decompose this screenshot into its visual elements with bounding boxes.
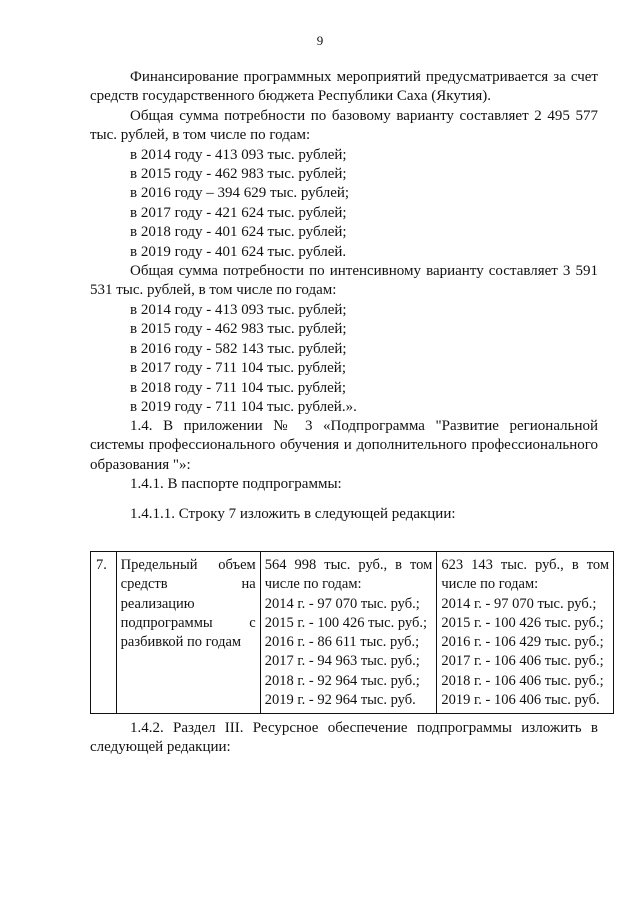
base-header-line: 564 998 тыс. руб., в том	[264, 557, 433, 573]
row-name-line: разбивкой по годам	[120, 634, 242, 651]
base-year-item: в 2018 году - 401 624 тыс. рублей;	[130, 224, 347, 241]
base-years-list	[90, 146, 598, 262]
funding-section	[90, 68, 598, 417]
intensive-year-value: 2019 г. - 106 406 тыс. руб.	[441, 692, 600, 709]
base-year-item: в 2014 году - 413 093 тыс. рублей;	[130, 146, 347, 163]
intensive-year-item: в 2014 году - 413 093 тыс. рублей;	[130, 301, 347, 318]
intensive-years-list	[90, 301, 598, 417]
base-year-value: 2018 г. - 92 964 тыс. руб.;	[264, 672, 420, 689]
base-header-line: числе по годам:	[264, 576, 362, 593]
table-row	[91, 552, 614, 714]
intensive-year-item: в 2015 году - 462 983 тыс. рублей;	[130, 321, 347, 338]
funding-intro-paragraph: Финансирование программных мероприятий предусматривается за счет средств государственного бюджета Республики Саха (Якутия).	[90, 69, 598, 105]
passport-row-table	[90, 551, 614, 714]
intensive-year-value: 2014 г. - 97 070 тыс. руб.;	[441, 595, 597, 612]
row-name-line: подпрограммы с	[120, 614, 256, 631]
amendment-1-4-2: 1.4.2. Раздел III. Ресурсное обеспечение подпрограммы изложить в следующей редакции:	[90, 720, 598, 756]
intensive-header-line: 623 143 тыс. руб., в том	[441, 557, 609, 573]
base-year-value: 2016 г. - 86 611 тыс. руб.;	[264, 634, 420, 651]
base-year-item: в 2017 году - 421 624 тыс. рублей;	[130, 204, 347, 221]
intensive-year-item: в 2016 году - 582 143 тыс. рублей;	[130, 340, 347, 357]
intensive-year-item: в 2017 году - 711 104 тыс. рублей;	[130, 360, 346, 377]
base-year-item: в 2015 году - 462 983 тыс. рублей;	[130, 166, 347, 183]
base-year-value: 2017 г. - 94 963 тыс. руб.;	[264, 653, 420, 670]
base-year-value: 2019 г. - 92 964 тыс. руб.	[264, 692, 416, 709]
base-year-item: в 2016 году – 394 629 тыс. рублей;	[130, 185, 350, 202]
amendment-1-4-1: 1.4.1. В паспорте подпрограммы:	[130, 476, 342, 493]
intensive-year-value: 2015 г. - 100 426 тыс. руб.;	[441, 614, 604, 631]
intensive-year-value: 2018 г. - 106 406 тыс. руб.;	[441, 672, 604, 689]
base-year-value: 2015 г. - 100 426 тыс. руб.;	[264, 614, 427, 631]
intensive-variant-cell	[437, 552, 614, 714]
base-variant-cell	[260, 552, 437, 714]
base-total-paragraph: Общая сумма потребности по базовому варианту составляет 2 495 577 тыс. рублей, в том числе по годам:	[90, 107, 598, 144]
base-year-value: 2014 г. - 97 070 тыс. руб.;	[264, 595, 420, 612]
intensive-header-line: числе по годам:	[441, 576, 539, 593]
row-name-line: реализацию	[120, 595, 195, 612]
row-name-cell	[116, 552, 260, 714]
row-name-line: Предельный объем	[120, 557, 256, 573]
amendments-section	[90, 417, 598, 524]
amendment-1-4-1-1: 1.4.1.1. Строку 7 изложить в следующей редакции:	[130, 505, 456, 522]
intensive-year-value: 2017 г. - 106 406 тыс. руб.;	[441, 653, 604, 670]
intensive-year-item: в 2019 году - 711 104 тыс. рублей.».	[130, 398, 357, 415]
intensive-total-paragraph: Общая сумма потребности по интенсивному варианту составляет 3 591 531 тыс. рублей, в том числе по годам:	[90, 263, 598, 299]
page-number: 9	[316, 33, 324, 48]
intensive-year-value: 2016 г. - 106 429 тыс. руб.;	[441, 634, 604, 651]
section-three-amendment	[90, 719, 598, 758]
row-number: 7.	[96, 557, 107, 573]
row-number-cell	[91, 552, 117, 714]
row-name-line: средств на	[120, 576, 256, 593]
intensive-year-item: в 2018 году - 711 104 тыс. рублей;	[130, 379, 346, 396]
base-year-item: в 2019 году - 401 624 тыс. рублей.	[130, 243, 347, 260]
amendment-1-4: 1.4. В приложении № 3 «Подпрограмма "Развитие региональной системы профессионального обучения и дополнительного профессионального образования "»:	[90, 418, 598, 473]
